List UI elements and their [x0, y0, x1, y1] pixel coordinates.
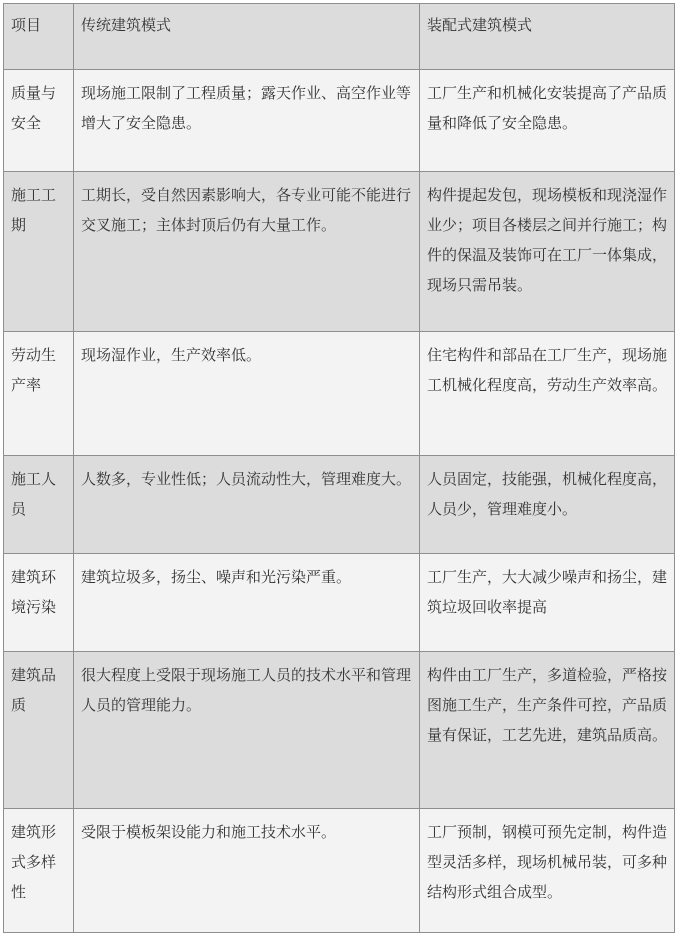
row-traditional: 很大程度上受限于现场施工人员的技术水平和管理人员的管理能力。 [74, 652, 420, 809]
header-item: 项目 [4, 4, 74, 70]
comparison-table [3, 3, 675, 933]
row-item: 施工工期 [4, 172, 74, 332]
table-row [4, 172, 675, 332]
row-traditional: 现场湿作业，生产效率低。 [74, 332, 420, 456]
row-prefab: 工厂预制，钢模可预先定制，构件造型灵活多样，现场机械吊装，可多种结构形式组合成型。 [420, 809, 675, 933]
row-prefab: 工厂生产，大大减少噪声和扬尘，建筑垃圾回收率提高 [420, 554, 675, 652]
row-traditional: 工期长，受自然因素影响大，各专业可能不能进行交叉施工；主体封顶后仍有大量工作。 [74, 172, 420, 332]
row-item: 建筑品质 [4, 652, 74, 809]
table-row [4, 554, 675, 652]
row-traditional: 建筑垃圾多，扬尘、噪声和光污染严重。 [74, 554, 420, 652]
table-row [4, 70, 675, 172]
row-item: 建筑形式多样性 [4, 809, 74, 933]
row-prefab: 工厂生产和机械化安装提高了产品质量和降低了安全隐患。 [420, 70, 675, 172]
table-row [4, 652, 675, 809]
table-header-row [4, 4, 675, 70]
table-row [4, 809, 675, 933]
row-prefab: 人员固定，技能强，机械化程度高，人员少，管理难度小。 [420, 456, 675, 554]
row-traditional: 受限于模板架设能力和施工技术水平。 [74, 809, 420, 933]
row-traditional: 现场施工限制了工程质量；露天作业、高空作业等增大了安全隐患。 [74, 70, 420, 172]
row-item: 质量与安全 [4, 70, 74, 172]
row-prefab: 住宅构件和部品在工厂生产，现场施工机械化程度高，劳动生产效率高。 [420, 332, 675, 456]
row-item: 建筑环境污染 [4, 554, 74, 652]
table-row [4, 456, 675, 554]
row-prefab: 构件由工厂生产，多道检验，严格按图施工生产，生产条件可控，产品质量有保证，工艺先进，建筑品质高。 [420, 652, 675, 809]
comparison-table-container [3, 3, 674, 933]
row-item: 施工人员 [4, 456, 74, 554]
row-traditional: 人数多，专业性低；人员流动性大，管理难度大。 [74, 456, 420, 554]
row-prefab: 构件提起发包，现场模板和现浇湿作业少；项目各楼层之间并行施工；构件的保温及装饰可在工厂一体集成，现场只需吊装。 [420, 172, 675, 332]
header-traditional: 传统建筑模式 [74, 4, 420, 70]
header-prefab: 装配式建筑模式 [420, 4, 675, 70]
table-row [4, 332, 675, 456]
row-item: 劳动生产率 [4, 332, 74, 456]
